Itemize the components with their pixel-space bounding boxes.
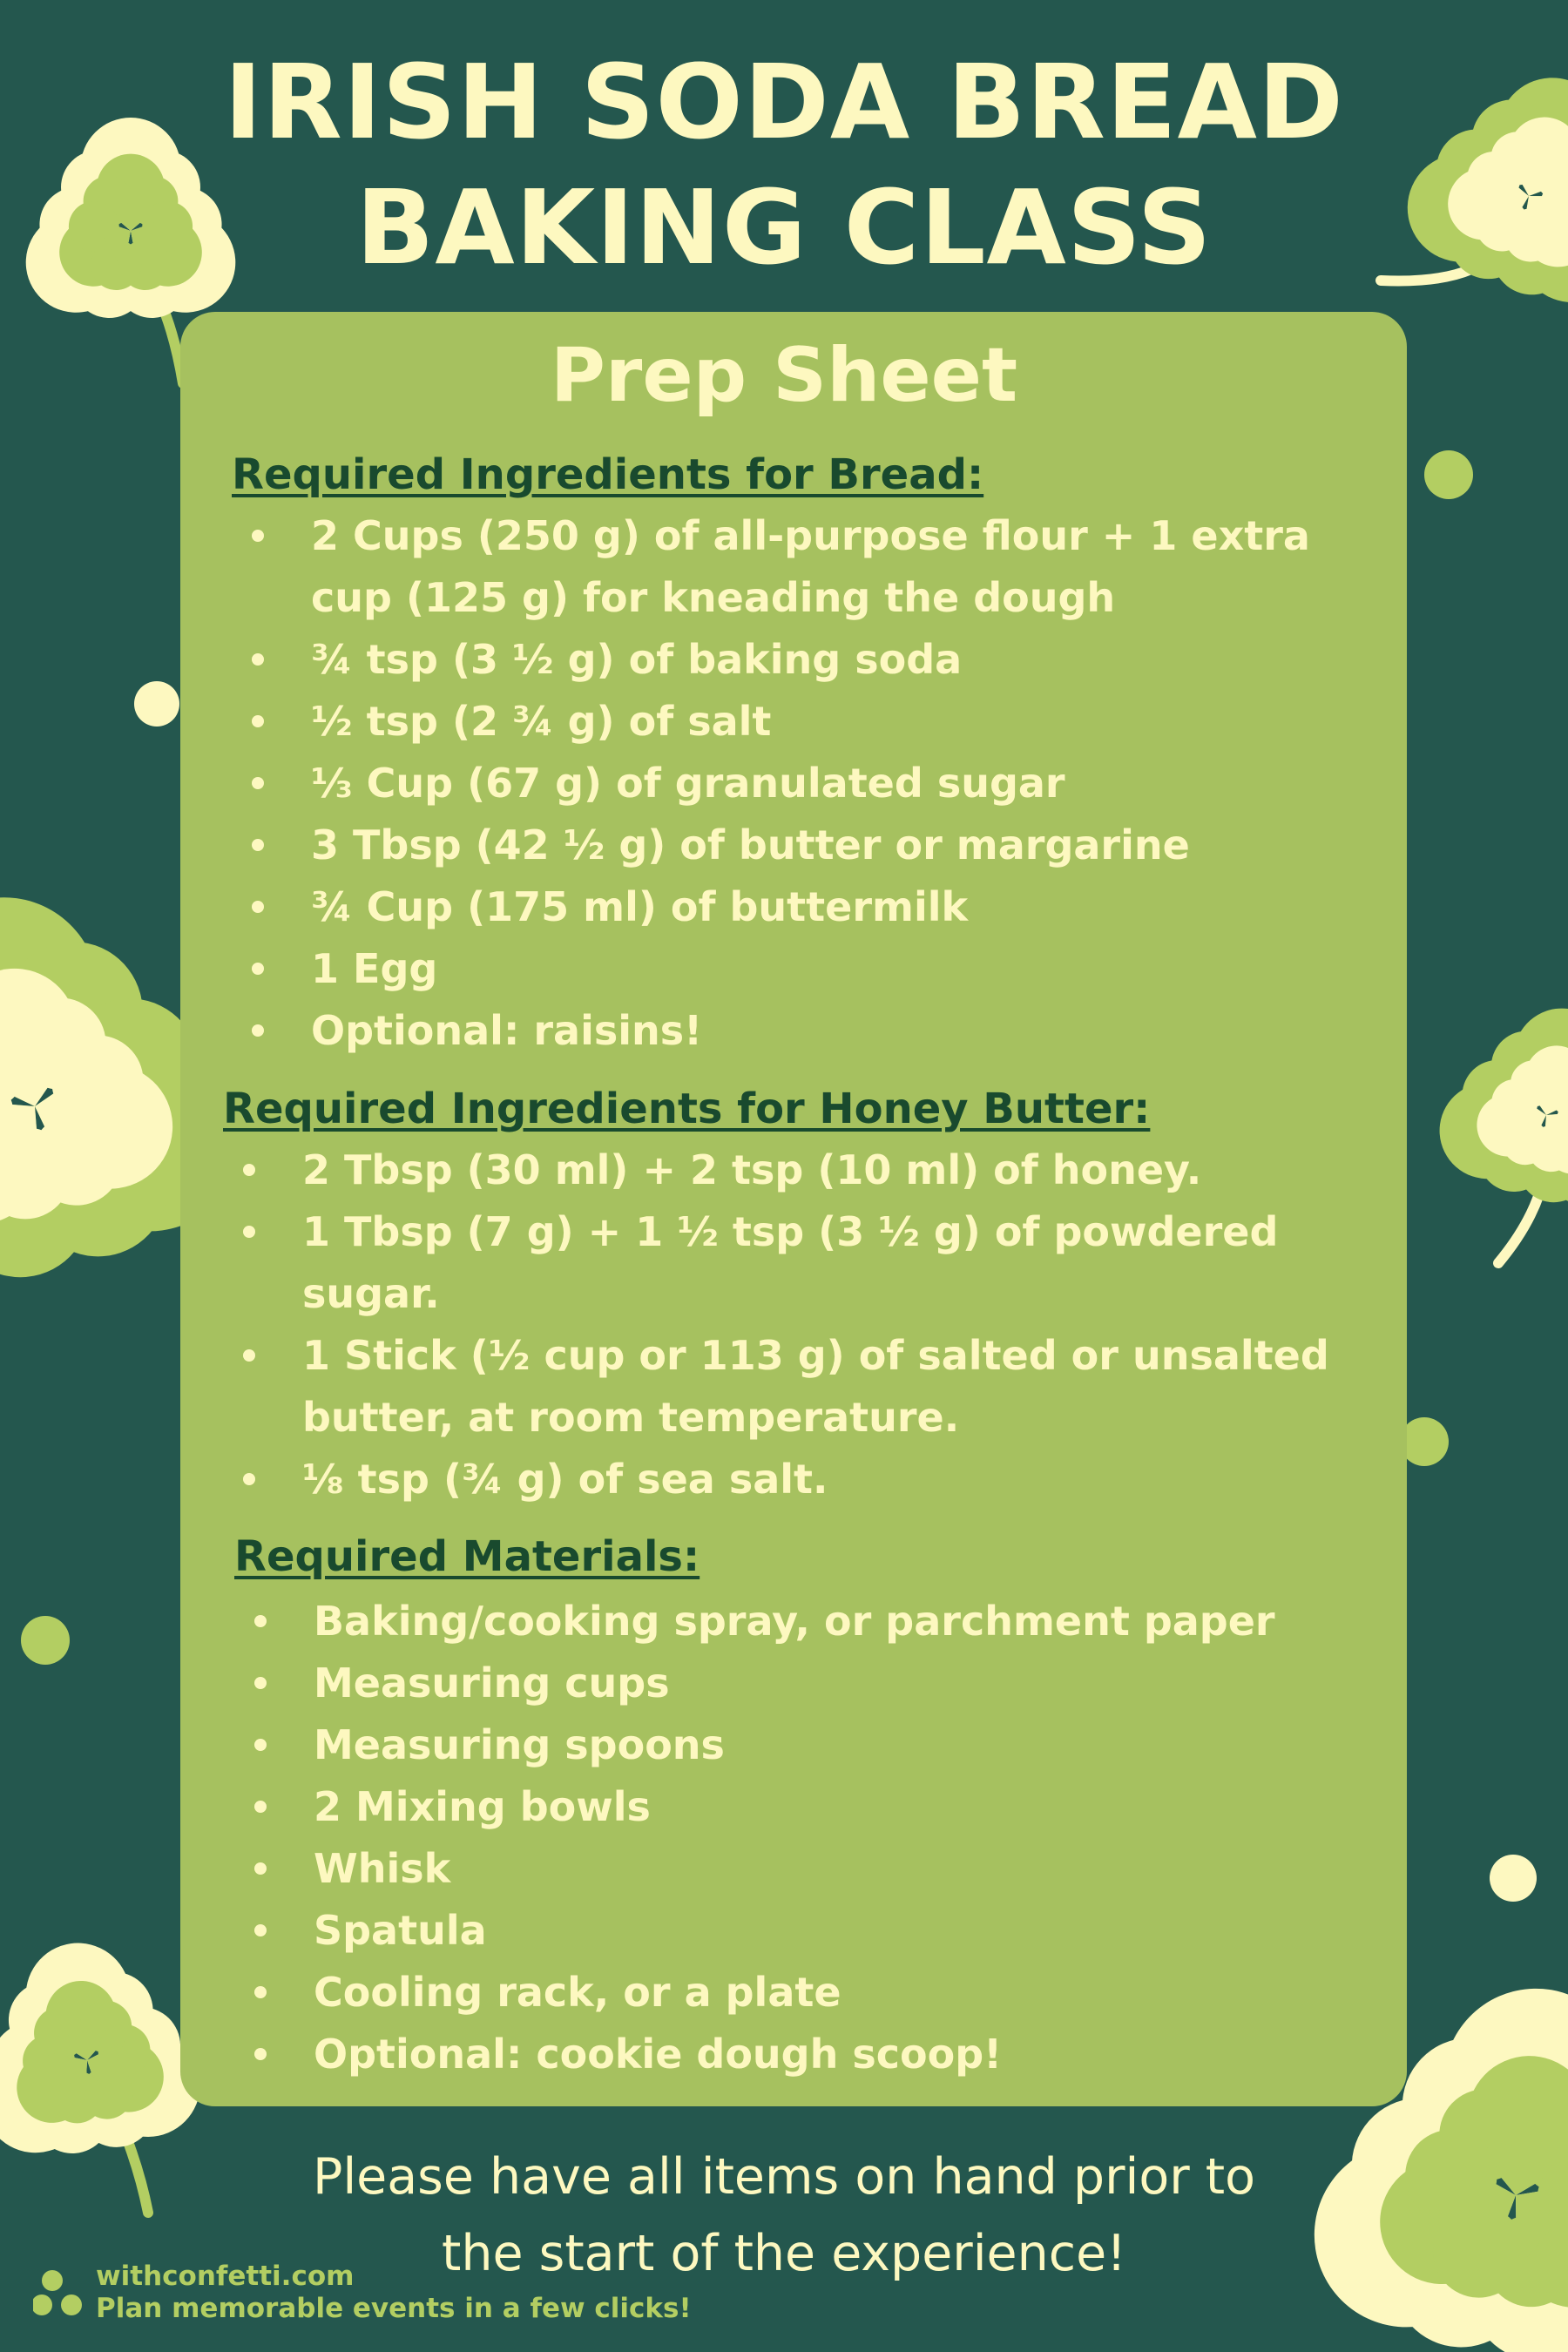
list-item: Optional: cookie dough scoop! xyxy=(251,2024,1348,2085)
shamrock-icon xyxy=(1394,977,1568,1263)
list-item: 1 Egg xyxy=(248,938,1328,1000)
honey-butter-ingredients-list xyxy=(240,1139,1333,1511)
materials-list xyxy=(251,1591,1348,2085)
page-title-line-1: IRISH SODA BREAD xyxy=(224,42,1344,162)
list-item: 2 Tbsp (30 ml) + 2 tsp (10 ml) of honey. xyxy=(240,1139,1333,1201)
footer-message-line-2: the start of the experience! xyxy=(441,2225,1127,2282)
list-item: Spatula xyxy=(251,1900,1348,1962)
confetti-logo-icon xyxy=(33,2268,94,2329)
list-item: Cooling rack, or a plate xyxy=(251,1962,1348,2024)
list-item: 2 Mixing bowls xyxy=(251,1776,1348,1838)
brand-site-link[interactable]: withconfetti.com xyxy=(96,2261,355,2292)
bread-ingredients-heading: Required Ingredients for Bread: xyxy=(232,450,984,499)
list-item: ¾ tsp (3 ½ g) of baking soda xyxy=(248,629,1328,691)
list-item: Measuring spoons xyxy=(251,1714,1348,1776)
list-item: Whisk xyxy=(251,1838,1348,1900)
honey-butter-ingredients-heading: Required Ingredients for Honey Butter: xyxy=(223,1085,1151,1133)
subtitle: Prep Sheet xyxy=(550,332,1018,419)
dot-icon xyxy=(1490,1855,1537,1902)
list-item: 2 Cups (250 g) of all-purpose flour + 1 extra cup (125 g) for kneading the dough xyxy=(248,505,1328,629)
dot-icon xyxy=(1400,1417,1449,1466)
list-item: ¾ Cup (175 ml) of buttermilk xyxy=(248,876,1328,938)
list-item: ⅓ Cup (67 g) of granulated sugar xyxy=(248,753,1328,814)
brand-block xyxy=(96,2261,692,2325)
dot-icon xyxy=(134,681,179,727)
page-title-line-2: BAKING CLASS xyxy=(355,167,1213,287)
footer-message-line-1: Please have all items on hand prior to xyxy=(312,2148,1256,2206)
list-item: Measuring cups xyxy=(251,1652,1348,1714)
list-item: 3 Tbsp (42 ½ g) of butter or margarine xyxy=(248,814,1328,876)
list-item: 1 Tbsp (7 g) + 1 ½ tsp (3 ½ g) of powdered sugar. xyxy=(240,1201,1333,1325)
list-item: 1 Stick (½ cup or 113 g) of salted or unsalted butter, at room temperature. xyxy=(240,1325,1333,1449)
list-item: Baking/cooking spray, or parchment paper xyxy=(251,1591,1348,1652)
list-item: ⅛ tsp (¾ g) of sea salt. xyxy=(240,1449,1333,1511)
brand-tagline: Plan memorable events in a few clicks! xyxy=(96,2293,692,2324)
dot-icon xyxy=(1424,450,1473,499)
dot-icon xyxy=(21,1616,70,1665)
list-item: Optional: raisins! xyxy=(248,1000,1328,1062)
bread-ingredients-list xyxy=(248,505,1328,1062)
materials-heading: Required Materials: xyxy=(234,1532,700,1581)
list-item: ½ tsp (2 ¾ g) of salt xyxy=(248,691,1328,753)
